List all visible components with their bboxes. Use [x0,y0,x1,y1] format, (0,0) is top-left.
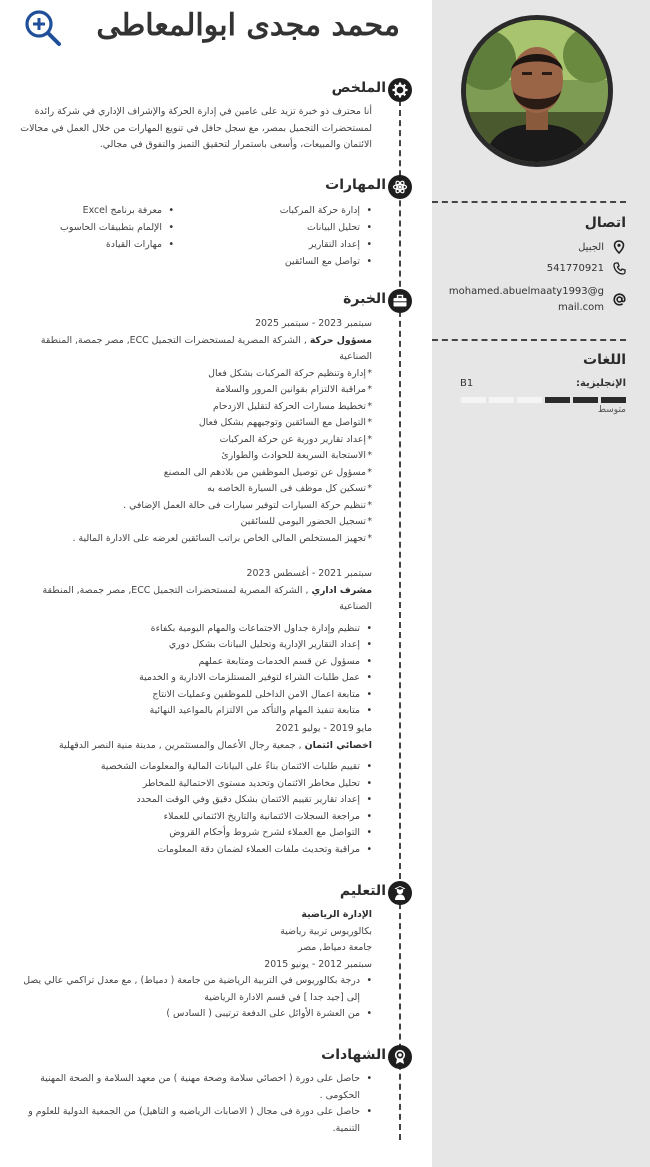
job-bullet: • متابعة تنفيذ المهام والتأكد من الالتزام بالمواعيد النهائية [12,703,372,720]
job-bullet: • التواصل مع العملاء لشرح شروط وأحكام القروض [22,825,372,842]
skill-item: • معرفة برنامج Excel [60,202,174,219]
summary-line: أنا محترف ذو خبرة تزيد على عامين في إدارة الحركة والإشراف الإداري في شركة رائدة [34,106,372,117]
education-field: الإدارة الرياضية [301,909,372,920]
contact-title: اتصال [584,215,626,231]
job-bullet: * إعداد تقارير دورية عن حركة المركبات [22,432,372,449]
profile-photo-image [466,20,608,162]
education-degree: بكالوريوس تربية رياضية [280,925,372,937]
skill-item: • تواصل مع السائقين [280,253,372,270]
certificates-title: الشهادات [321,1047,386,1063]
summary-line: الائتمان والمبيعات، وأسعى باستمرار لتحقيق التميز والتفوق في مجالي. [99,139,372,150]
job-bullet: * تخطيط مسارات الحركة لتقليل الازدحام [22,399,372,416]
education-bullet-line: إلى [جيد جدا ] في قسم الادارة الرياضية [204,991,360,1003]
skill-item: • الإلمام بتطبيقات الحاسوب [60,219,174,236]
job-bullet: • تحليل مخاطر الائتمان وتحديد مستوى الاحتمالية للمخاطر [22,776,372,793]
candidate-name: محمد مجدى ابوالمعاطى [96,8,400,43]
location-text: الجبيل [578,242,604,253]
job-bullet: * تسكين كل موظف فى السيارة الخاصه به [22,481,372,498]
sidebar-divider [432,201,626,203]
job-bullet: • عمل طلبات الشراء لتوفير المستلزمات الادارية و الخدمية [12,670,372,687]
job-bullet: • إعداد تقارير تقييم الائتمان بشكل دقيق وفي الوقت المحدد [22,792,372,809]
job-dates: سبتمبر 2023 - سبتمبر 2025 [255,318,372,329]
certificate-item [12,1071,372,1104]
gear-icon [392,82,408,98]
education-bullet [12,973,372,1006]
profile-photo [461,15,613,167]
language-level-segment [545,397,570,403]
job-dates: مايو 2019 - يوليو 2021 [275,723,372,734]
sidebar [432,0,650,1167]
job-bullet: • متابعة اعمال الامن الداخلى للموظفين وعمليات الانتاج [12,687,372,704]
job-company: , جمعية رجال الأعمال والمستثمرين , مدينة منية النصر الدقهلية [59,739,305,751]
job-company: , الشركة المصرية لمستحضرات التجميل ECC, مصر جمصة, المنطقة الصناعية [42,584,372,612]
location-pin-icon [612,240,626,254]
language-level-segment [461,397,486,403]
job-bullet: * مراقبة الالتزام بقوانين المرور والسلامة [22,382,372,399]
sidebar-divider [432,339,626,341]
job-entry [22,721,372,858]
award-icon [392,1049,408,1065]
job-bullet: • تنظيم وإدارة جداول الاجتماعات والمهام اليومية بكفاءة [12,621,372,638]
job-bullet: • تقييم طلبات الائتمان بناءً على البيانات المالية والمعلومات الشخصية [22,759,372,776]
graduation-icon [392,885,408,901]
certificate-line: الحكومى . [319,1089,360,1101]
zoom-in-button[interactable] [22,8,62,48]
contact-email [449,284,626,316]
job-bullet: * مسؤول عن توصيل الموظفين من بلادهم الى المصنع [22,465,372,482]
skill-item: • إعداد التقارير [280,236,372,253]
job-bullets [22,366,372,548]
job-entry [22,316,372,547]
job-role: اخصائي ائتمان [304,739,372,751]
briefcase-icon [392,293,408,309]
skills-section-icon [388,175,412,199]
email-line-2: mail.com [558,302,604,313]
education-dates: سبتمبر 2012 - يونيو 2015 [264,958,372,970]
certificates-section-icon [388,1045,412,1069]
summary-section-icon [388,78,412,102]
contact-phone [547,261,626,277]
education-bullets [12,973,372,1023]
job-bullet: * تسجيل الحضور اليومي للسائقين [22,514,372,531]
language-level-segment [601,397,626,403]
language-level-segment [517,397,542,403]
summary-line: لمستحضرات التجميل بمصر، مع سجل حافل في تنويع المهارات من خلال العمل في مجالات [20,122,372,134]
summary-title: الملخص [331,80,386,96]
job-bullet: • مراجعة السجلات الائتمانية والتاريخ الائتماني للعملاء [22,809,372,826]
experience-section-icon [388,289,412,313]
phone-text[interactable]: 541770921 [546,263,604,274]
skills-list-right [280,202,372,270]
language-level-segment [489,397,514,403]
job-bullet: • مسؤول عن قسم الخدمات ومتابعة عملهم [12,654,372,671]
education-bullet: • من العشرة الأوائل على الدفعة ترتيبى ( السادس ) [12,1006,372,1023]
certificate-item [12,1104,372,1137]
atom-icon [392,179,408,195]
skill-item: • تحليل البيانات [280,219,372,236]
experience-title: الخبرة [343,291,386,307]
languages-title: اللغات [583,352,626,368]
contact-location [578,240,626,256]
skills-title: المهارات [325,177,386,193]
language-level-segment [573,397,598,403]
education-entry [12,907,372,1023]
job-company: , الشركة المصرية لمستحضرات التجميل ECC, مصر جمصة, المنطقة [40,334,310,346]
email-line-1: mohamed.abuelmaaty1993@g [448,286,604,297]
job-bullets [22,759,372,858]
language-level-label: متوسط [597,405,626,415]
job-company-cont: الصناعية [339,351,372,362]
job-role: مشرف اداري [311,584,372,596]
job-bullet: * تنظيم حركة السيارات لتوفير سيارات فى حالة العمل الإضافي . [22,498,372,515]
skill-item: • مهارات القيادة [60,236,174,253]
email-text[interactable] [449,284,604,316]
skills-list-left [60,202,174,253]
phone-icon [612,261,626,275]
education-bullet-line: درجة بكالوريوس في التربية الرياضية من جامعة ( دمياط) , مع معدل تراكمي عالي يصل [23,975,360,986]
job-bullet: * إدارة وتنظيم حركة المركبات بشكل فعال [22,366,372,383]
at-sign-icon [612,292,626,306]
education-section-icon [388,881,412,905]
certificate-line: حاصل على دورة ( اخصائي سلامة وصحة مهنية ) من معهد السلامة و الصحة المهنية [40,1073,360,1084]
job-bullet: * تجهيز المستخلص المالى الخاص براتب السائقين لعرضه على الادارة المالية . [22,531,372,548]
job-bullet: • إعداد التقارير الإدارية وتحليل البيانات بشكل دوري [12,637,372,654]
job-bullets [12,621,372,720]
language-level-code: B1 [460,378,474,389]
education-place: جامعة دمياط, مصر [297,942,372,953]
summary-text [20,104,372,154]
job-role: مسؤول حركة [309,334,372,346]
skill-item: • إدارة حركة المركبات [280,202,372,219]
certificate-line: حاصل على دورة فى مجال ( الاصابات الرياضيه و التاهيل) من الجمعية الدولية للعلوم و [28,1106,360,1117]
language-name: الإنجليزية: [575,378,626,389]
job-bullet: * التواصل مع السائقين وتوجيههم بشكل فعال [22,415,372,432]
certificates-list [12,1071,372,1137]
zoom-in-icon [22,8,62,48]
education-title: التعليم [339,883,386,899]
job-bullet: * الاستجابة السريعة للحوادث والطوارئ [22,448,372,465]
certificate-line: التنمية. [332,1122,360,1134]
job-dates: سبتمبر 2021 - أغسطس 2023 [246,568,372,579]
job-bullet: • مراقبة وتحديث ملفات العملاء لضمان دقة المعلومات [22,842,372,859]
timeline-line [399,100,401,1140]
job-entry [12,566,372,720]
